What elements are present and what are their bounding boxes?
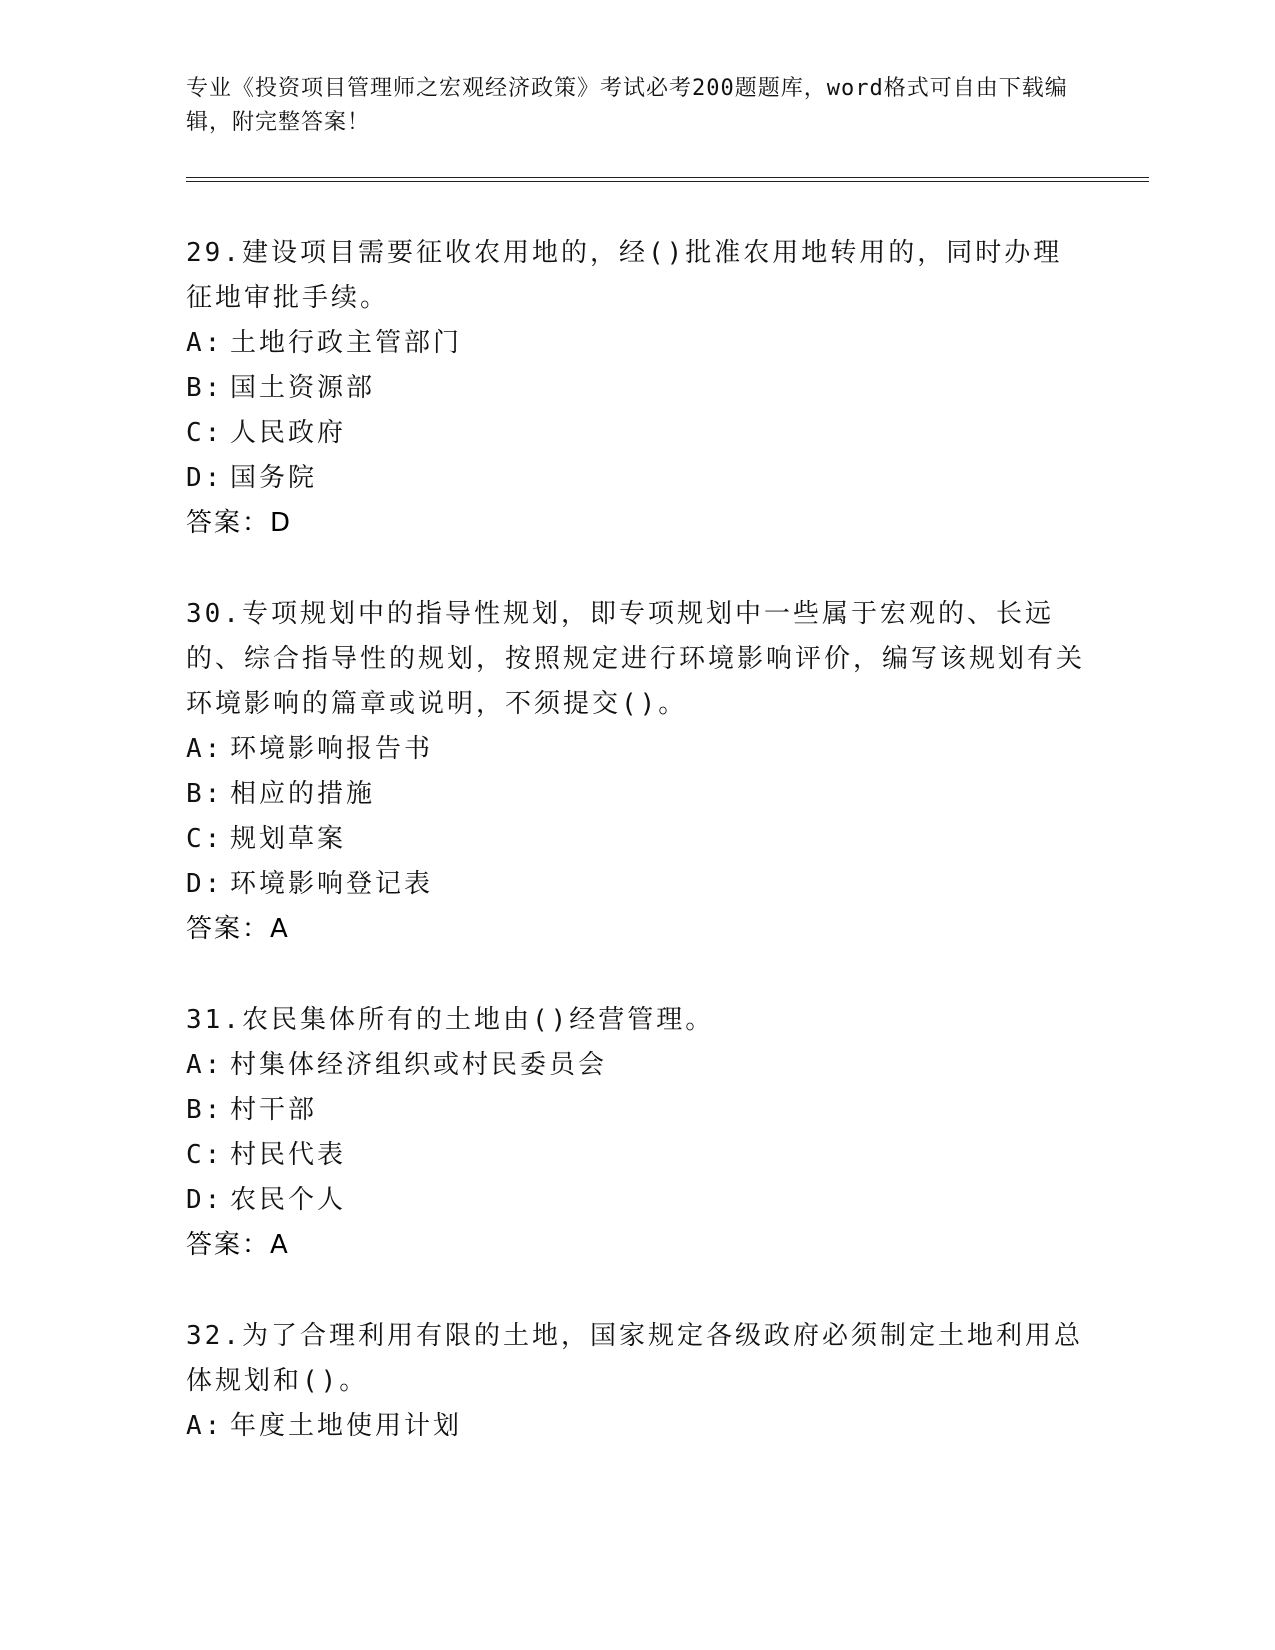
option-text: 年度土地使用计划 <box>230 1411 463 1441</box>
option-b <box>186 772 1086 817</box>
option-b <box>186 366 1086 411</box>
option-text: 人民政府 <box>230 418 347 448</box>
option-text: 国务院 <box>230 463 318 493</box>
option-key: B: <box>186 373 224 403</box>
option-d <box>186 456 1086 501</box>
option-key: A: <box>186 328 224 358</box>
option-key: C: <box>186 824 224 854</box>
question-32 <box>186 1314 1086 1449</box>
option-key: D: <box>186 463 224 493</box>
option-text: 农民个人 <box>230 1185 347 1215</box>
question-stem: 32.为了合理利用有限的土地，国家规定各级政府必须制定土地利用总体规划和()。 <box>186 1321 1083 1396</box>
option-text: 土地行政主管部门 <box>230 328 463 358</box>
option-a <box>186 727 1086 772</box>
option-key: C: <box>186 1140 224 1170</box>
answer-line: 答案：A <box>186 914 290 944</box>
option-text: 村集体经济组织或村民委员会 <box>230 1050 608 1080</box>
option-key: B: <box>186 779 224 809</box>
option-text: 规划草案 <box>230 824 347 854</box>
option-b <box>186 1088 1086 1133</box>
option-c <box>186 1133 1086 1178</box>
option-text: 村干部 <box>230 1095 318 1125</box>
question-29 <box>186 231 1086 546</box>
option-key: B: <box>186 1095 224 1125</box>
option-text: 相应的措施 <box>230 779 376 809</box>
question-30 <box>186 592 1086 952</box>
answer-line: 答案：D <box>186 508 293 538</box>
document-header: 专业《投资项目管理师之宏观经济政策》考试必考200题题库，word格式可自由下载编辑，附完整答案！ <box>186 76 1068 135</box>
option-key: D: <box>186 1185 224 1215</box>
option-d <box>186 1178 1086 1223</box>
option-c <box>186 817 1086 862</box>
option-key: D: <box>186 869 224 899</box>
question-stem: 30.专项规划中的指导性规划，即专项规划中一些属于宏观的、长远的、综合指导性的规划，按照规定进行环境影响评价，编写该规划有关环境影响的篇章或说明，不须提交()。 <box>186 599 1086 719</box>
option-text: 环境影响登记表 <box>230 869 434 899</box>
question-stem: 29.建设项目需要征收农用地的，经()批准农用地转用的，同时办理征地审批手续。 <box>186 238 1063 313</box>
option-a <box>186 1404 1086 1449</box>
option-key: A: <box>186 734 224 764</box>
answer-line: 答案：A <box>186 1230 290 1260</box>
option-key: C: <box>186 418 224 448</box>
option-a <box>186 1043 1086 1088</box>
question-list <box>186 231 1086 1495</box>
option-text: 国土资源部 <box>230 373 376 403</box>
option-key: A: <box>186 1050 224 1080</box>
option-text: 环境影响报告书 <box>230 734 434 764</box>
option-text: 村民代表 <box>230 1140 347 1170</box>
question-stem: 31.农民集体所有的土地由()经营管理。 <box>186 1005 715 1035</box>
question-31 <box>186 998 1086 1268</box>
option-c <box>186 411 1086 456</box>
option-key: A: <box>186 1411 224 1441</box>
option-d <box>186 862 1086 907</box>
header-divider <box>186 177 1149 182</box>
option-a <box>186 321 1086 366</box>
